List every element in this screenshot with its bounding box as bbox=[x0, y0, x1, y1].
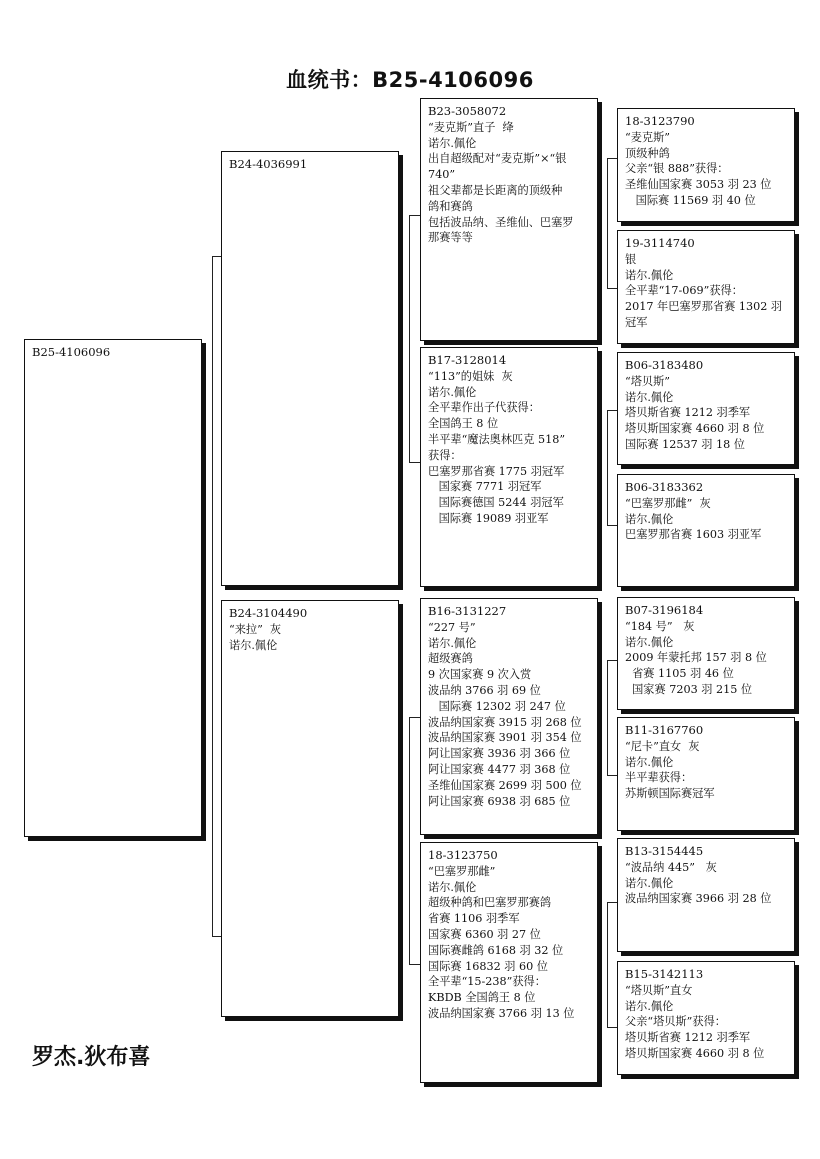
g3-line: 国家赛 7203 羽 215 位 bbox=[625, 682, 753, 696]
dam-id: B24-3104490 bbox=[229, 606, 308, 620]
connector-g2d-v bbox=[607, 902, 608, 1027]
g2-line: 诺尔.佩伦 bbox=[428, 636, 477, 650]
g3-line: 国际赛 12537 羽 18 位 bbox=[625, 437, 745, 451]
g2-box-1 bbox=[420, 98, 598, 341]
g3-line: 波品纳国家赛 3966 羽 28 位 bbox=[625, 892, 772, 906]
g3-line: 父亲“塔贝斯”获得： bbox=[625, 1015, 726, 1029]
g2-line: 包括波品纳、圣维仙、巴塞罗 bbox=[428, 215, 574, 229]
page-title: 血统书：B25-4106096 bbox=[286, 68, 534, 92]
connector-g2c-a bbox=[607, 660, 617, 661]
g3-line: “巴塞罗那雌” 灰 bbox=[625, 496, 711, 510]
g3-id: B15-3142113 bbox=[625, 967, 704, 981]
g3-line: “塔贝斯”直女 bbox=[625, 983, 693, 997]
g3-line: 2009 年蒙托邦 157 羽 8 位 bbox=[625, 651, 767, 665]
g3-box-2 bbox=[617, 230, 795, 344]
g2-line: 获得： bbox=[428, 448, 462, 462]
g2-line: 国际赛 16832 羽 60 位 bbox=[428, 959, 548, 973]
subject-box bbox=[24, 339, 202, 837]
g3-line: 2017 年巴塞罗那省赛 1302 羽 bbox=[625, 300, 783, 314]
g2-line: 超级赛鸽 bbox=[428, 652, 473, 666]
g2-line: 波品纳国家赛 3901 羽 354 位 bbox=[428, 731, 582, 745]
g2-line: 出自超级配对“麦克斯”×“银 bbox=[428, 152, 567, 166]
g2-line: “113”的姐妹 灰 bbox=[428, 369, 513, 383]
g3-id: 19-3114740 bbox=[625, 236, 695, 250]
g2-box-4 bbox=[420, 842, 598, 1083]
g3-line: 诺尔.佩伦 bbox=[625, 268, 674, 282]
g2-line: 波品纳 3766 羽 69 位 bbox=[428, 683, 541, 697]
g2-line: 740” bbox=[428, 168, 456, 182]
g2-line: 诺尔.佩伦 bbox=[428, 880, 477, 894]
connector-sire-h bbox=[212, 256, 221, 257]
g3-box-7 bbox=[617, 838, 795, 952]
g3-box-8 bbox=[617, 961, 795, 1075]
g3-line: “波品纳 445” 灰 bbox=[625, 860, 717, 874]
connector-g2a-b bbox=[607, 288, 617, 289]
g3-line: 诺尔.佩伦 bbox=[625, 512, 674, 526]
g3-line: 父亲“银 888”获得： bbox=[625, 162, 729, 176]
g3-line: 塔贝斯国家赛 4660 羽 8 位 bbox=[625, 422, 765, 436]
connector-g2d-a bbox=[607, 902, 617, 903]
g3-line: “184 号” 灰 bbox=[625, 619, 695, 633]
g3-line: 省赛 1105 羽 46 位 bbox=[625, 667, 734, 681]
g3-line: 巴塞罗那省赛 1603 羽亚军 bbox=[625, 528, 762, 542]
connector-g2c-b bbox=[607, 775, 617, 776]
g2-id: B17-3128014 bbox=[428, 353, 507, 367]
g3-id: B11-3167760 bbox=[625, 723, 704, 737]
g2-id: B23-3058072 bbox=[428, 104, 507, 118]
breeder-name: 罗杰.狄布喜 bbox=[32, 1045, 151, 1070]
g2-line: 阿让国家赛 6938 羽 685 位 bbox=[428, 794, 571, 808]
g3-line: 塔贝斯国家赛 4660 羽 8 位 bbox=[625, 1046, 765, 1060]
g2-line: 国际赛 12302 羽 247 位 bbox=[428, 699, 566, 713]
connector-sire-a bbox=[409, 215, 420, 216]
connector-g2b-a bbox=[607, 410, 617, 411]
subject-id: B25-4106096 bbox=[32, 345, 111, 359]
g3-line: “尼卡”直女 灰 bbox=[625, 739, 700, 753]
g2-line: 省赛 1106 羽季军 bbox=[428, 912, 520, 926]
g2-box-3 bbox=[420, 598, 598, 835]
g2-line: 全国鸽王 8 位 bbox=[428, 417, 499, 431]
connector-sire-v bbox=[409, 215, 410, 462]
g2-line: “巴塞罗那雌” bbox=[428, 864, 496, 878]
g2-line: 阿让国家赛 4477 羽 368 位 bbox=[428, 762, 571, 776]
g3-line: 全平辈“17-069”获得： bbox=[625, 284, 743, 298]
g3-box-4 bbox=[617, 474, 795, 587]
g2-line: 国际赛雌鸽 6168 羽 32 位 bbox=[428, 943, 564, 957]
g3-line: 半平辈获得： bbox=[625, 771, 693, 785]
g3-line: 苏斯顿国际赛冠军 bbox=[625, 787, 715, 801]
g2-line: 诺尔.佩伦 bbox=[428, 385, 477, 399]
connector-dam-h bbox=[212, 936, 221, 937]
g2-line: 波品纳国家赛 3766 羽 13 位 bbox=[428, 1006, 575, 1020]
g3-id: B13-3154445 bbox=[625, 844, 704, 858]
connector-dam-b bbox=[409, 964, 420, 965]
g3-box-5 bbox=[617, 597, 795, 710]
g2-id: B16-3131227 bbox=[428, 604, 507, 618]
g2-line: 波品纳国家赛 3915 羽 268 位 bbox=[428, 715, 582, 729]
g3-line: 诺尔.佩伦 bbox=[625, 876, 674, 890]
g2-line: 诺尔.佩伦 bbox=[428, 136, 477, 150]
g3-line: 塔贝斯省赛 1212 羽季军 bbox=[625, 406, 751, 420]
connector-dam-a bbox=[409, 717, 420, 718]
connector-subject-v bbox=[212, 256, 213, 937]
g3-box-6 bbox=[617, 717, 795, 831]
g3-line: 冠军 bbox=[625, 315, 648, 329]
g3-id: 18-3123790 bbox=[625, 114, 695, 128]
g2-line: 国际赛 19089 羽亚军 bbox=[428, 511, 549, 525]
g3-line: 圣维仙国家赛 3053 羽 23 位 bbox=[625, 178, 772, 192]
g2-line: 国家赛 7771 羽冠军 bbox=[428, 480, 542, 494]
g2-line: 阿让国家赛 3936 羽 366 位 bbox=[428, 747, 571, 761]
dam-line: “来拉” 灰 bbox=[229, 622, 282, 636]
g2-line: KBDB 全国鸽王 8 位 bbox=[428, 991, 536, 1005]
g3-box-3 bbox=[617, 352, 795, 465]
g2-line: 9 次国家赛 9 次入赏 bbox=[428, 668, 532, 682]
connector-g2b-v bbox=[607, 410, 608, 525]
g3-line: 诺尔.佩伦 bbox=[625, 390, 674, 404]
g3-box-1 bbox=[617, 108, 795, 222]
g2-id: 18-3123750 bbox=[428, 848, 498, 862]
g2-line: 全平辈作出子代获得： bbox=[428, 401, 540, 415]
g3-id: B06-3183362 bbox=[625, 480, 704, 494]
g3-line: 诺尔.佩伦 bbox=[625, 755, 674, 769]
g2-line: 鸽和赛鸽 bbox=[428, 199, 473, 213]
g3-line: 诺尔.佩伦 bbox=[625, 635, 674, 649]
g3-line: “麦克斯” bbox=[625, 130, 671, 144]
g2-line: 全平辈“15-238”获得： bbox=[428, 975, 546, 989]
connector-g2d-b bbox=[607, 1027, 617, 1028]
g3-line: 塔贝斯省赛 1212 羽季军 bbox=[625, 1031, 751, 1045]
g2-line: “麦克斯”直子 绛 bbox=[428, 120, 514, 134]
g2-line: 祖父辈都是长距离的顶级种 bbox=[428, 183, 563, 197]
connector-dam-v bbox=[409, 717, 410, 964]
g2-line: 圣维仙国家赛 2699 羽 500 位 bbox=[428, 778, 582, 792]
dam-line: 诺尔.佩伦 bbox=[229, 638, 278, 652]
g3-line: 银 bbox=[625, 252, 637, 266]
g2-box-2 bbox=[420, 347, 598, 587]
g2-line: “227 号” bbox=[428, 620, 476, 634]
g2-line: 那赛等等 bbox=[428, 231, 473, 245]
g3-line: 国际赛 11569 羽 40 位 bbox=[625, 193, 756, 207]
connector-g2a-a bbox=[607, 158, 617, 159]
sire-id: B24-4036991 bbox=[229, 157, 308, 171]
g3-line: 诺尔.佩伦 bbox=[625, 999, 674, 1013]
g2-line: 国家赛 6360 羽 27 位 bbox=[428, 927, 541, 941]
g2-line: 半平辈“魔法奥林匹克 518” bbox=[428, 432, 566, 446]
g3-id: B06-3183480 bbox=[625, 358, 704, 372]
g3-line: 顶级种鸽 bbox=[625, 146, 670, 160]
dam-box bbox=[221, 600, 399, 1017]
g2-line: 国际赛德国 5244 羽冠军 bbox=[428, 496, 564, 510]
connector-g2c-v bbox=[607, 660, 608, 775]
g2-line: 巴塞罗那省赛 1775 羽冠军 bbox=[428, 464, 565, 478]
g2-line: 超级种鸽和巴塞罗那赛鸽 bbox=[428, 896, 552, 910]
g3-id: B07-3196184 bbox=[625, 603, 704, 617]
sire-box bbox=[221, 151, 399, 586]
connector-g2b-b bbox=[607, 525, 617, 526]
g3-line: “塔贝斯” bbox=[625, 374, 671, 388]
connector-g2a-v bbox=[607, 158, 608, 288]
connector-sire-b bbox=[409, 462, 420, 463]
